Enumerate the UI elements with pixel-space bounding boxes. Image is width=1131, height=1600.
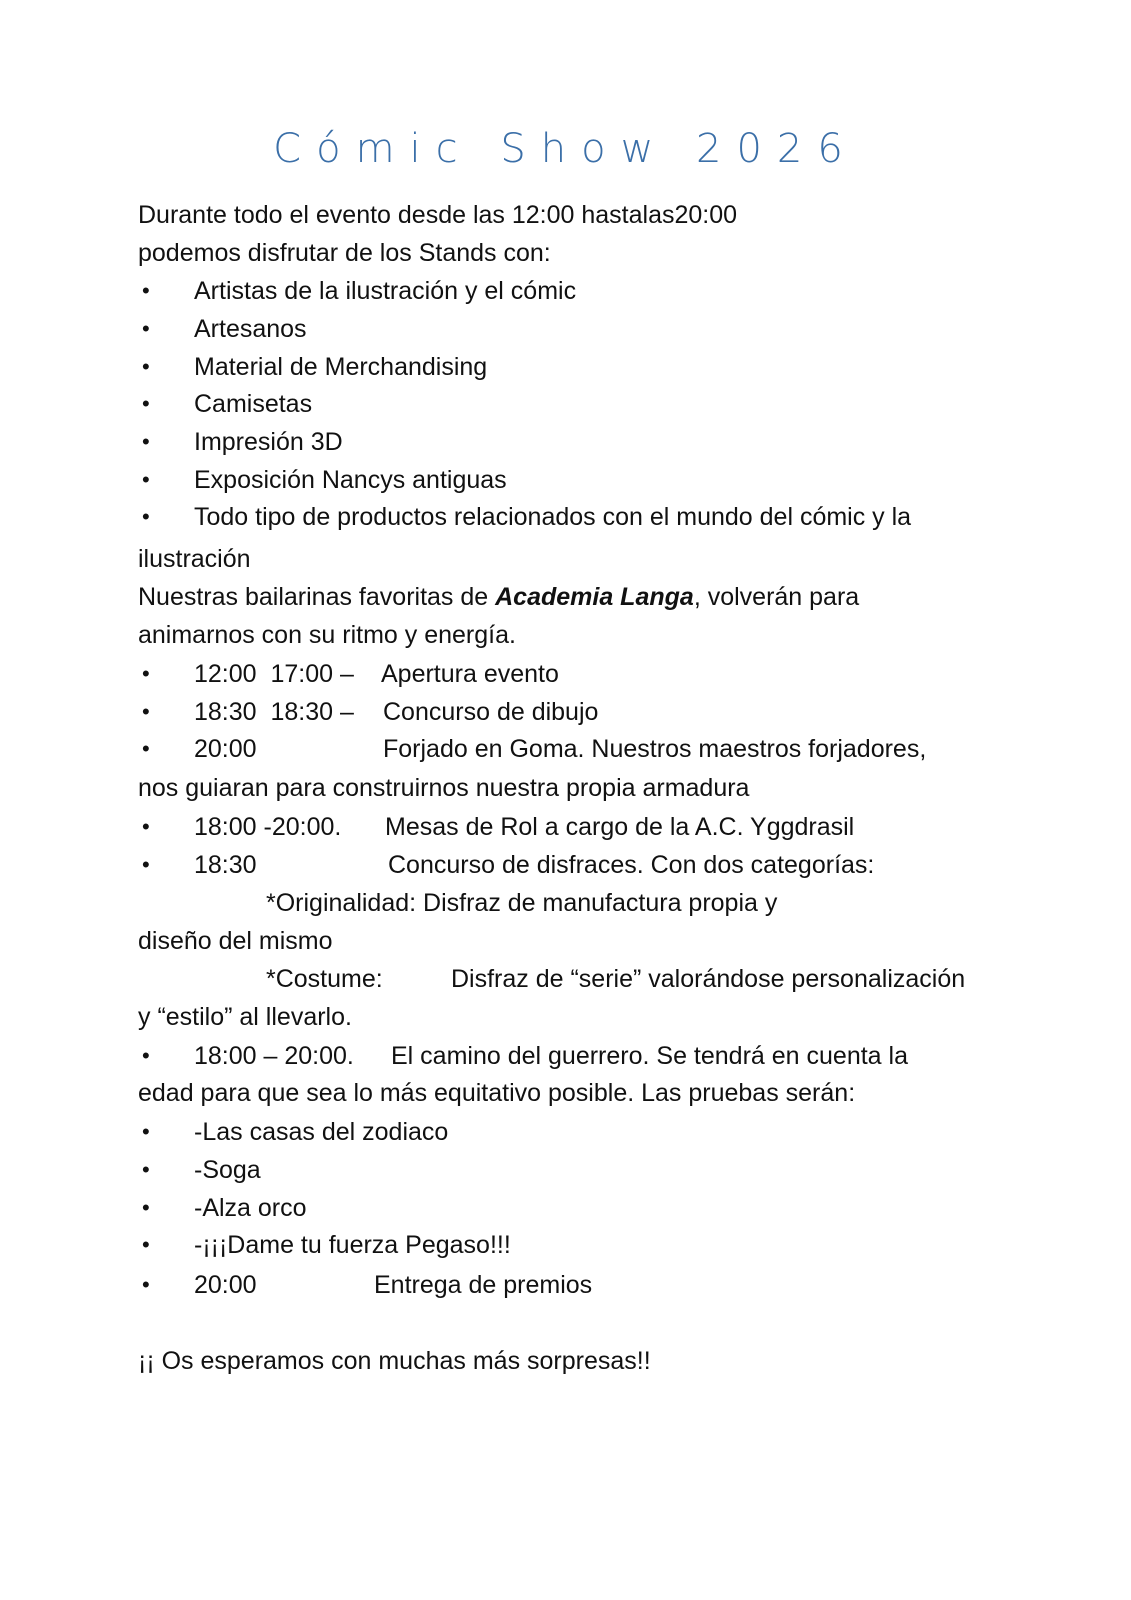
- bullet: •: [142, 1195, 150, 1220]
- warrior-time: 18:00 – 20:00.: [194, 1042, 354, 1070]
- bullet: •: [142, 1272, 150, 1297]
- category-originalidad: *Originalidad: Disfraz de manufactura propia y: [266, 889, 778, 917]
- stand-item: Todo tipo de productos relacionados con el mundo del cómic y la: [194, 503, 912, 531]
- test-item: -Las casas del zodiaco: [194, 1118, 449, 1146]
- bullet: •: [142, 1232, 150, 1257]
- test-item: -Alza orco: [194, 1194, 307, 1222]
- schedule-time: 12:00 17:00 –: [194, 660, 354, 688]
- schedule-time: 18:00 -20:00.: [194, 813, 342, 841]
- stand-item: Artesanos: [194, 315, 307, 343]
- bullet: •: [142, 504, 150, 529]
- awards-activity: Entrega de premios: [374, 1271, 593, 1299]
- awards-time: 20:00: [194, 1271, 257, 1299]
- schedule-time: 20:00: [194, 735, 257, 763]
- bullet: •: [142, 814, 150, 839]
- warrior-continuation: edad para que sea lo más equitativo posible. Las pruebas serán:: [138, 1079, 856, 1107]
- schedule-activity: Concurso de dibujo: [383, 698, 599, 726]
- dancers-suffix: , volverán para: [693, 583, 860, 611]
- schedule-time: 18:30 18:30 –: [194, 698, 354, 726]
- bullet: •: [142, 316, 150, 341]
- page-title: Cómic Show 2026: [273, 126, 858, 172]
- bullet: •: [142, 354, 150, 379]
- schedule-activity: Forjado en Goma. Nuestros maestros forjadores,: [383, 735, 927, 763]
- stand-item: Exposición Nancys antiguas: [194, 466, 507, 494]
- stand-item: Impresión 3D: [194, 428, 343, 456]
- schedule-activity: Mesas de Rol a cargo de la A.C. Yggdrasil: [385, 813, 855, 841]
- schedule-activity: Concurso de disfraces. Con dos categorías:: [388, 851, 875, 879]
- dancers-line-1: [138, 582, 859, 612]
- dancers-prefix: Nuestras bailarinas favoritas de: [138, 583, 496, 611]
- category-costume-cont: y “estilo” al llevarlo.: [138, 1003, 352, 1031]
- bullet: •: [142, 1043, 150, 1068]
- bullet: •: [142, 852, 150, 877]
- bullet: •: [142, 467, 150, 492]
- intro-line-1: Durante todo el evento desde las 12:00 hastalas20:00: [138, 201, 738, 229]
- bullet: •: [142, 661, 150, 686]
- test-item: -Soga: [194, 1156, 261, 1184]
- schedule-time: 18:30: [194, 851, 257, 879]
- bullet: •: [142, 391, 150, 416]
- closing-message: ¡¡ Os esperamos con muchas más sorpresas!!: [138, 1347, 651, 1375]
- stand-item: Artistas de la ilustración y el cómic: [194, 277, 577, 305]
- test-item: -¡¡¡Dame tu fuerza Pegaso!!!: [194, 1231, 511, 1259]
- stand-item: Camisetas: [194, 390, 313, 418]
- category-originalidad-cont: diseño del mismo: [138, 927, 333, 955]
- bullet: •: [142, 1119, 150, 1144]
- bullet: •: [142, 278, 150, 303]
- bullet: •: [142, 429, 150, 454]
- schedule-activity: Apertura evento: [381, 660, 559, 688]
- dancers-line-2: animarnos con su ritmo y energía.: [138, 621, 516, 649]
- schedule-continuation: nos guiaran para construirnos nuestra propia armadura: [138, 774, 750, 802]
- bullet: •: [142, 736, 150, 761]
- stand-continuation: ilustración: [138, 545, 251, 573]
- warrior-activity: El camino del guerrero. Se tendrá en cuenta la: [391, 1042, 908, 1070]
- intro-line-2: podemos disfrutar de los Stands con:: [138, 239, 551, 267]
- academy-name: Academia Langa: [495, 583, 694, 611]
- bullet: •: [142, 699, 150, 724]
- stand-item: Material de Merchandising: [194, 353, 488, 381]
- category-costume-label: *Costume:: [266, 965, 383, 993]
- category-costume-text: Disfraz de “serie” valorándose personalización: [451, 965, 966, 993]
- bullet: •: [142, 1157, 150, 1182]
